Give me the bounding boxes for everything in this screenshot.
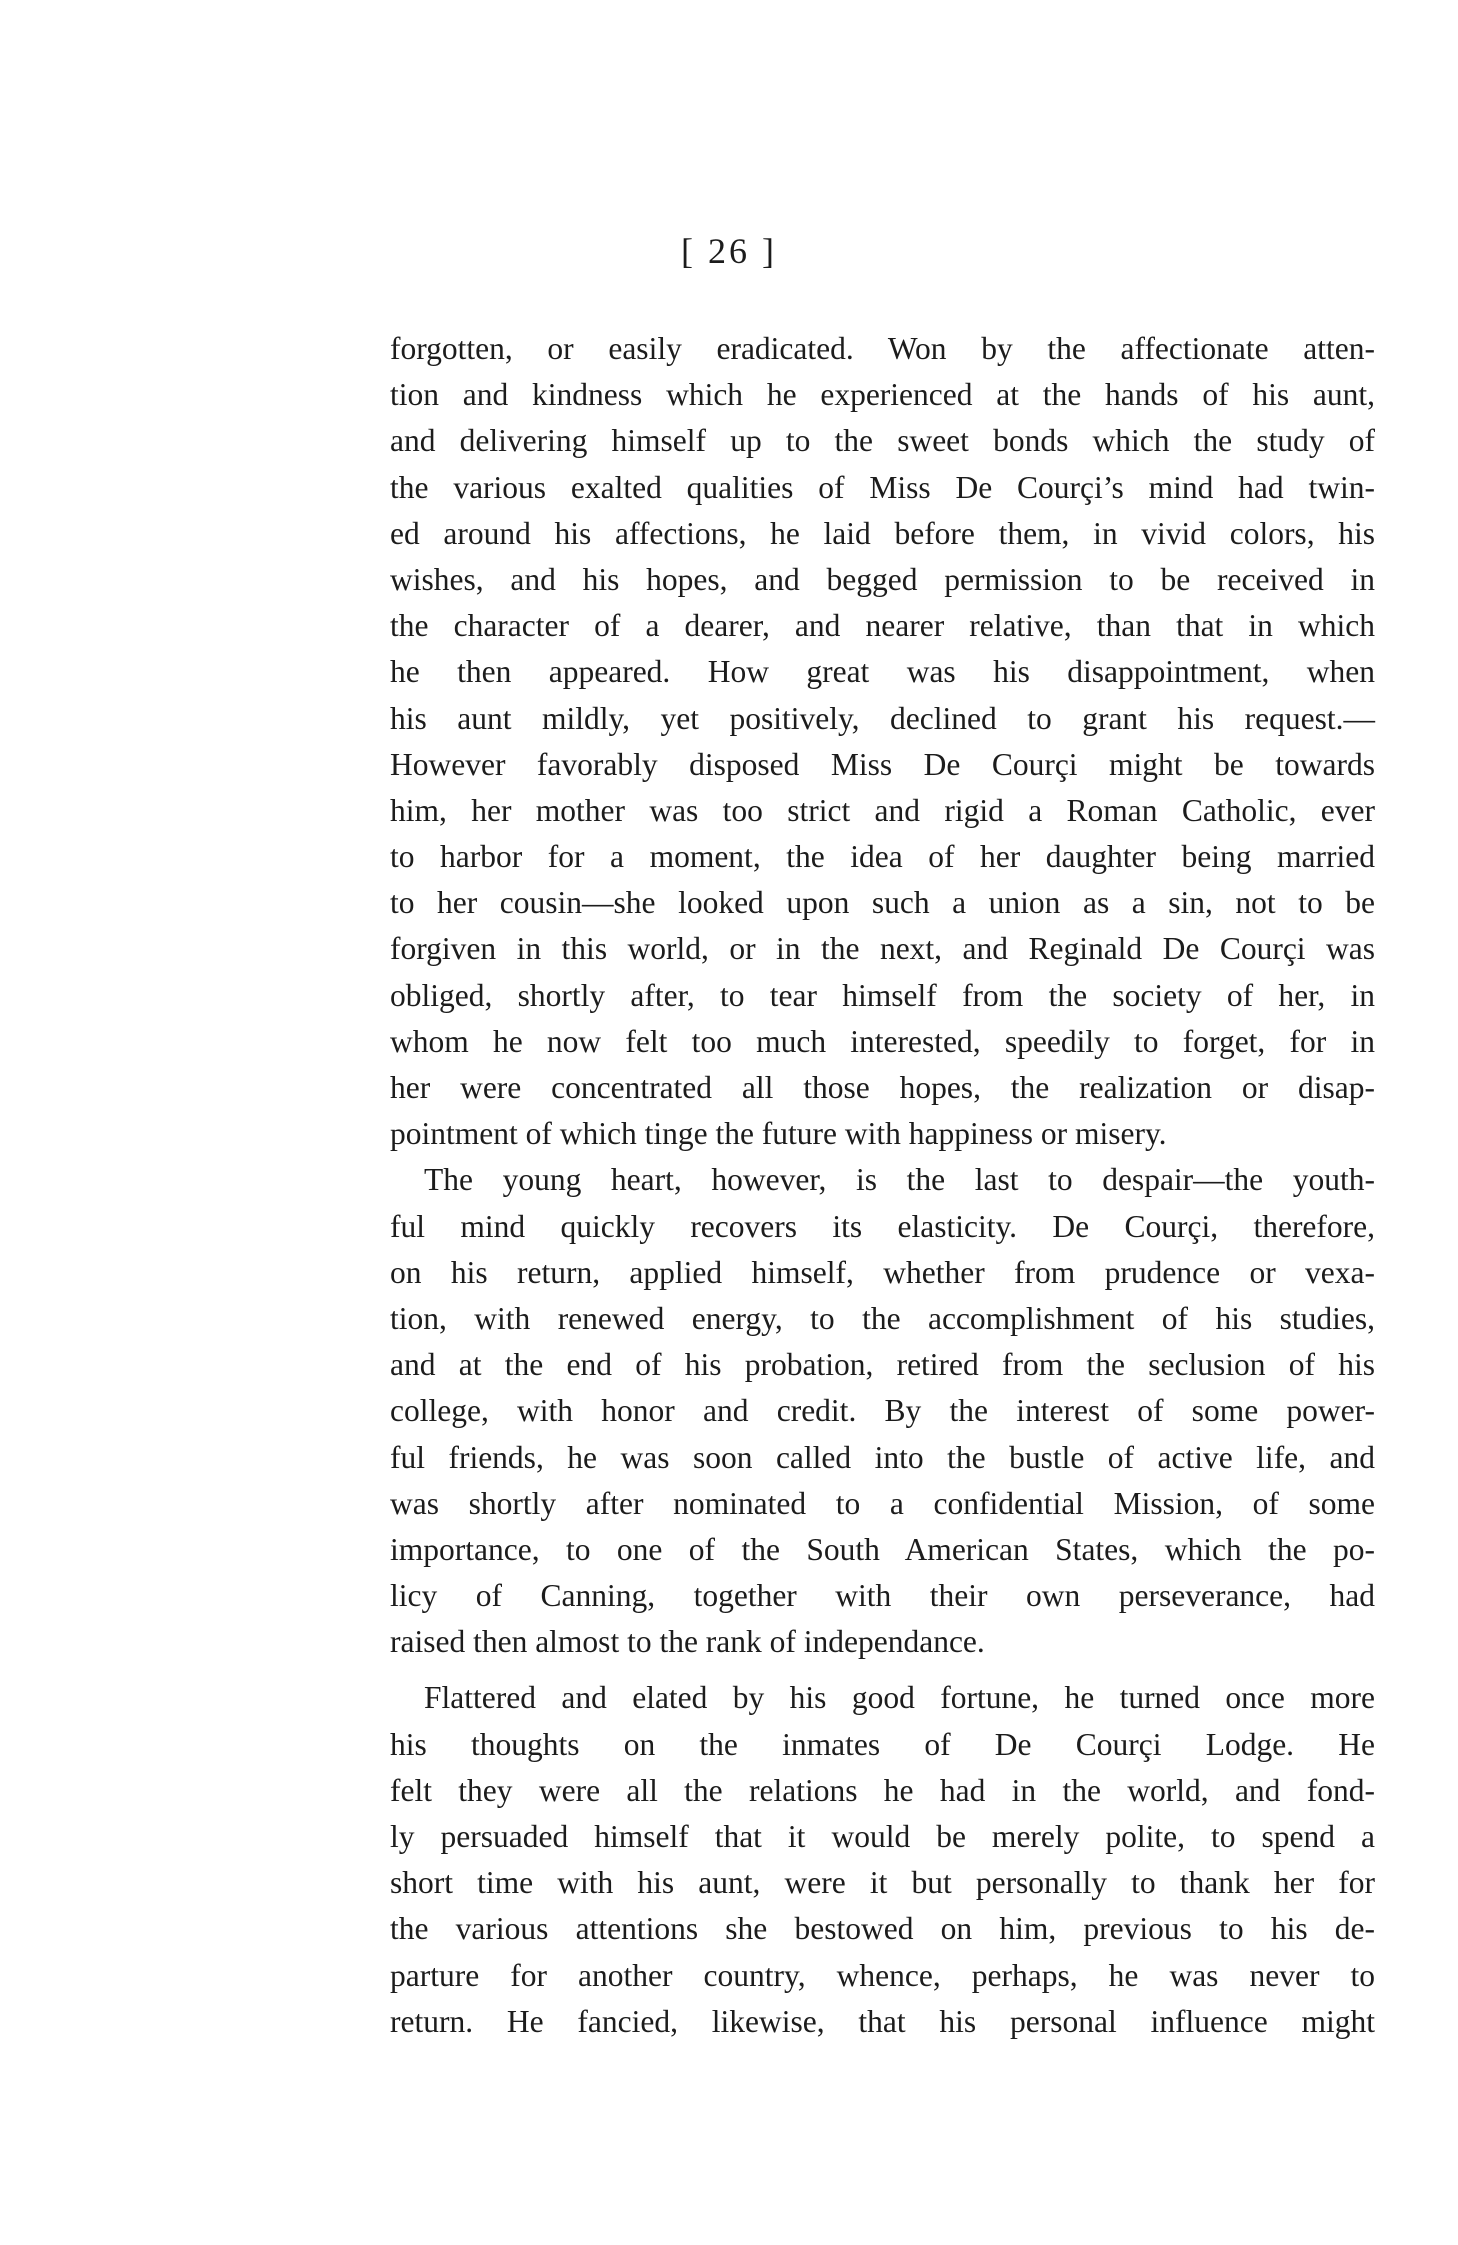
text-line: forgotten, or easily eradicated. Won by the affectionate atten-: [390, 331, 1375, 366]
text-line: pointment of which tinge the future with happiness or misery.: [390, 1116, 1167, 1152]
text-line: ly persuaded himself that it would be merely polite, to spend a: [390, 1819, 1375, 1854]
text-line: tion, with renewed energy, to the accomplishment of his studies,: [390, 1300, 1375, 1336]
text-line: on his return, applied himself, whether from prudence or vexa-: [390, 1254, 1375, 1290]
text-line: the character of a dearer, and nearer relative, than that in which: [390, 608, 1375, 644]
text-line: to her cousin—she looked upon such a union as a sin, not to be: [390, 885, 1375, 921]
text-line: wishes, and his hopes, and begged permission to be received in: [390, 561, 1375, 597]
text-line: ed around his affections, he laid before them, in vivid colors, his: [390, 515, 1375, 551]
text-line: felt they were all the relations he had in the world, and fond-: [390, 1772, 1375, 1808]
text-line: and delivering himself up to the sweet bonds which the study of: [390, 423, 1375, 459]
text-line: forgiven in this world, or in the next, and Reginald De Courçi was: [390, 931, 1375, 967]
paragraph-3: [390, 1675, 1375, 2045]
text-line: licy of Canning, together with their own perseverance, had: [390, 1578, 1375, 1614]
text-line: college, with honor and credit. By the interest of some power-: [390, 1393, 1375, 1429]
text-line: importance, to one of the South American States, which the po-: [390, 1531, 1375, 1567]
text-line: his thoughts on the inmates of De Courçi Lodge. He: [390, 1726, 1375, 1762]
text-line: tion and kindness which he experienced at the hands of his aunt,: [390, 377, 1375, 413]
text-line: raised then almost to the rank of independance.: [390, 1624, 985, 1660]
text-line: whom he now felt too much interested, speedily to forget, for in: [390, 1023, 1375, 1059]
text-line: However favorably disposed Miss De Courçi might be towards: [390, 746, 1375, 782]
text-line: he then appeared. How great was his disappointment, when: [390, 654, 1375, 690]
text-line: her were concentrated all those hopes, the realization or disap-: [390, 1070, 1375, 1105]
text-line: to harbor for a moment, the idea of her daughter being married: [390, 839, 1375, 875]
text-line: ful friends, he was soon called into the bustle of active life, and: [390, 1439, 1375, 1475]
text-line: return. He fancied, likewise, that his personal influence might: [390, 2003, 1375, 2039]
text-line: parture for another country, whence, perhaps, he was never to: [390, 1957, 1375, 1993]
page-number: [ 26 ]: [681, 231, 777, 271]
text-line: Flattered and elated by his good fortune, he turned once more: [424, 1680, 1375, 1716]
text-line: was shortly after nominated to a confidential Mission, of some: [390, 1485, 1375, 1521]
text-line: him, her mother was too strict and rigid a Roman Catholic, ever: [390, 792, 1375, 828]
paragraph-1: [390, 326, 1375, 1157]
text-line: and at the end of his probation, retired from the seclusion of his: [390, 1347, 1375, 1383]
text-line: short time with his aunt, were it but personally to thank her for: [390, 1865, 1375, 1901]
text-line: the various attentions she bestowed on him, previous to his de-: [390, 1911, 1375, 1947]
paragraph-2: [390, 1157, 1375, 1665]
paragraph-spacer: [390, 1665, 1375, 1675]
body-text: [390, 326, 1375, 2045]
text-line: ful mind quickly recovers its elasticity. De Courçi, therefore,: [390, 1208, 1375, 1244]
text-line: the various exalted qualities of Miss De Courçi’s mind had twin-: [390, 469, 1375, 505]
text-line: obliged, shortly after, to tear himself from the society of her, in: [390, 977, 1375, 1013]
text-line: The young heart, however, is the last to despair—the youth-: [424, 1162, 1375, 1198]
text-line: his aunt mildly, yet positively, declined to grant his request.—: [390, 700, 1375, 736]
